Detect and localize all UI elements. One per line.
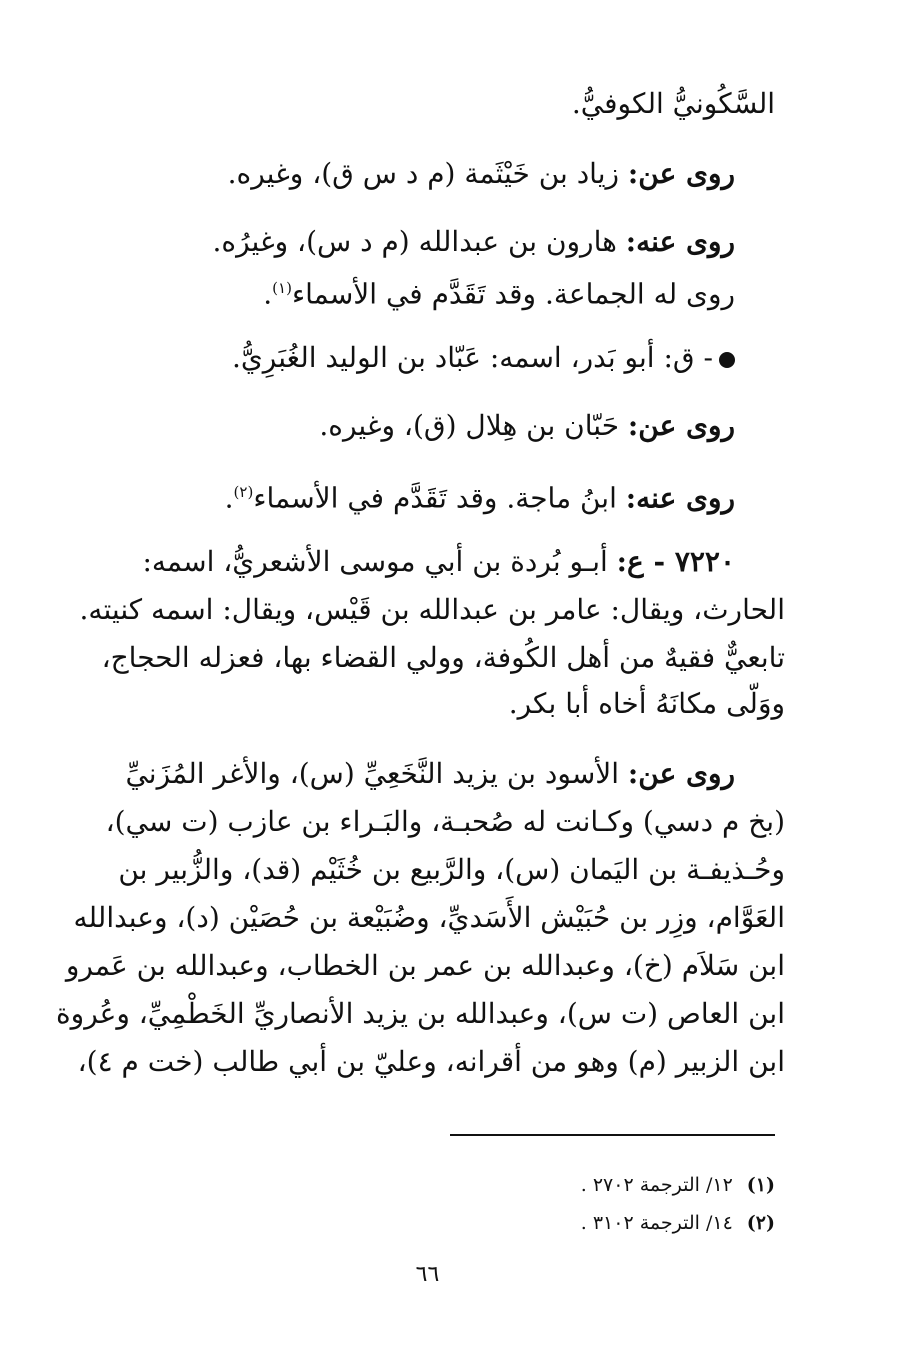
text-line-10: تابعيٌّ فقيهٌ من أهل الكُوفة، وولي القضاء بها، فعزله الحجاج،	[101, 641, 785, 674]
entry-heading-line: ٧٢٢٠ - ع: أبـو بُردة بن أبي موسى الأشعريُّ، اسمه:	[142, 545, 735, 578]
text-line-4: روى له الجماعة. وقد تَقَدَّم في الأسماء$^{(١)}$.	[263, 277, 735, 311]
text-line-12: روى عن: الأسود بن يزيد النَّخَعِيِّ (س)، والأغر المُزَنيِّ	[125, 757, 735, 790]
text-line-18: ابن الزبير (م) وهو من أقرانه، وعليّ بن أبي طالب (خت م ٤)،	[77, 1045, 785, 1078]
text-line-17: ابن العاص (ت س)، وعبدالله بن يزيد الأنصاريِّ الخَطْمِيِّ، وعُروة	[56, 997, 785, 1030]
text-line-1: السَّكُونيُّ الكوفيُّ.	[571, 87, 775, 120]
text-line-3: روى عنه: هارون بن عبدالله (م د س)، وغيرُه.	[212, 225, 735, 258]
footnote-1: (١)١٢/ الترجمة ٢٧٠٢ .	[580, 1174, 775, 1196]
text-line-2: روى عن: زياد بن خَيْثَمة (م د س ق)، وغيره.	[227, 157, 735, 190]
page	[56, 70, 785, 1300]
bullet-icon	[719, 352, 735, 368]
text-line-13: (بخ م دسي) وكـانت له صُحبـة، والبَـراء بن عازب (ت سي)،	[105, 805, 785, 838]
footnote-2: (٢)١٤/ الترجمة ٣١٠٢ .	[580, 1212, 775, 1234]
text-line-5: - ق: أبو بَدر، اسمه: عَبّاد بن الوليد الغُبَرِيُّ.	[70, 338, 735, 378]
text-line-15: العَوَّام، وزِر بن حُبَيْش الأَسَديِّ، وضُبَيْعة بن حُصَيْن (د)، وعبدالله	[73, 901, 785, 934]
text-line-7: روى عنه: ابنُ ماجة. وقد تَقَدَّم في الأسماء$^{(٢)}$.	[224, 481, 735, 515]
text-line-14: وحُـذيفـة بن اليَمان (س)، والرَّبيع بن خُثَيْم (قد)، والزُّبير بن	[118, 853, 785, 886]
text-line-6: روى عن: حَبّان بن هِلال (ق)، وغيره.	[319, 409, 735, 442]
text-line-11: ووَلّى مكانَهُ أخاه أبا بكر.	[508, 687, 785, 720]
page-number: ٦٦	[415, 1262, 440, 1287]
footnote-divider	[450, 1134, 775, 1136]
text-line-9: الحارث، ويقال: عامر بن عبدالله بن قَيْس، ويقال: اسمه كنيته.	[79, 593, 785, 626]
text-line-16: ابن سَلاَم (خ)، وعبدالله بن عمر بن الخطاب، وعبدالله بن عَمرو	[65, 949, 785, 982]
